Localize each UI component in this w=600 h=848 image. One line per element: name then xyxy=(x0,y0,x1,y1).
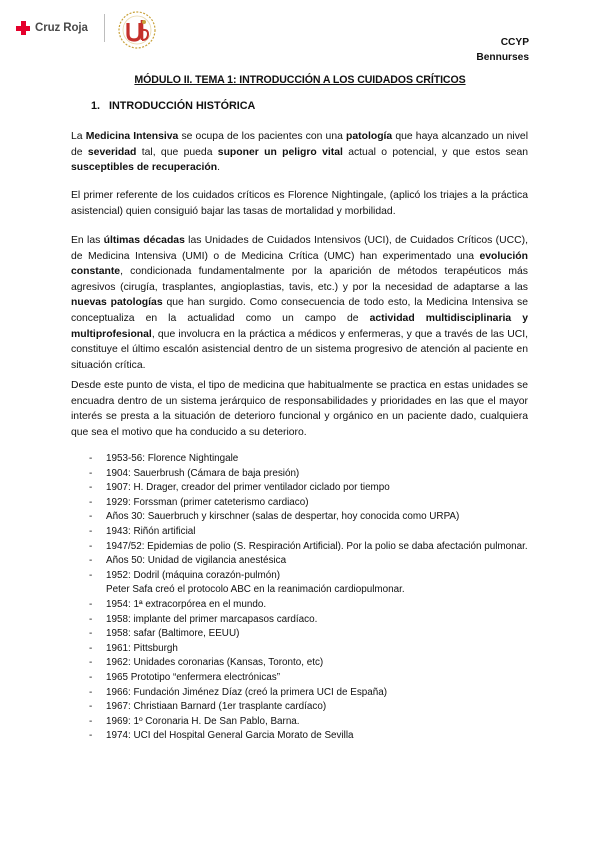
timeline-item: - 1952: Dodril (máquina corazón-pulmón) xyxy=(89,569,529,584)
cruz-roja-logo-text: Cruz Roja xyxy=(35,22,88,34)
timeline-item: - 1907: H. Drager, creador del primer ventilador ciclado por tiempo xyxy=(89,481,529,496)
cruz-roja-logo xyxy=(16,21,88,35)
timeline-list xyxy=(89,452,529,744)
bold-run: nuevas patologías xyxy=(71,297,163,309)
text-run: La xyxy=(71,131,86,142)
bold-run: evolución constante xyxy=(71,250,528,278)
bold-run: susceptibles de recuperación xyxy=(71,162,218,174)
timeline-item: - Años 30: Sauerbruch y kirschner (salas de despertar, hoy conocida como URPA) xyxy=(89,510,529,525)
text-run: tal, que pueda xyxy=(136,146,218,158)
text-run: las Unidades de Cuidados Intensivos (UCI), de Cuidados Críticos (UCC), de Medicina Intensiva (UMI) o de Medicina Crítica (UMC) han experimentado una xyxy=(71,235,528,262)
bold-run: actividad multidisciplinaria y multiprofesional xyxy=(71,312,528,340)
timeline-item: - 1929: Forssman (primer cateterismo cardiaco) xyxy=(89,496,529,511)
paragraph-3 xyxy=(71,233,528,373)
timeline-item: - 1969: 1º Coronaria H. De San Pablo, Barna. xyxy=(89,715,529,730)
section-heading xyxy=(91,100,255,112)
text-run: actual o potencial, y que estos sean xyxy=(342,146,529,158)
bold-run: severidad xyxy=(87,146,137,158)
timeline-item: - 1974: UCI del Hospital General Garcia Morato de Sevilla xyxy=(89,729,529,744)
author: Bennurses xyxy=(476,52,529,63)
text-run: se ocupa de los pacientes con una xyxy=(178,131,347,142)
timeline-item: - 1904: Sauerbrush (Cámara de baja presión) xyxy=(89,467,529,482)
paragraph-4: Desde este punto de vista, el tipo de medicina que habitualmente se practica en estas unidades se encuadra dentro de un sistema jerárquico de responsabilidades y prioridades en las que el mayor interés se presta a la situación de deterioro funcional y orgánico en un paciente dado, cualquiera que sea el motivo que ha conducido a su deterioro. xyxy=(71,380,528,438)
timeline-item: - 1962: Unidades coronarias (Kansas, Toronto, etc) xyxy=(89,656,529,671)
red-cross-icon xyxy=(16,21,30,35)
timeline-item: - 1967: Christiaan Barnard (1er trasplante cardíaco) xyxy=(89,700,529,715)
university-seal-icon xyxy=(117,10,157,50)
text-run: En las xyxy=(71,235,104,246)
timeline-item: - 1943: Riñón artificial xyxy=(89,525,529,540)
document-title: MÓDULO II. TEMA 1: INTRODUCCIÓN A LOS CUIDADOS CRÍTICOS xyxy=(134,74,466,86)
timeline-item: Peter Safa creó el protocolo ABC en la reanimación cardiopulmonar. xyxy=(106,584,405,596)
timeline-item: - 1965 Prototipo “enfermera electrónicas” xyxy=(89,671,529,686)
timeline-item: - 1954: 1ª extracorpórea en el mundo. xyxy=(89,598,529,613)
bold-run: suponer un peligro vital xyxy=(217,146,343,158)
timeline-item: - 1947/52: Epidemias de polio (S. Respiración Artificial). Por la polio se daba afectación pulmonar. xyxy=(89,540,529,555)
section-number: 1. xyxy=(91,100,101,112)
header-info xyxy=(476,35,529,65)
text-run: . xyxy=(217,162,220,174)
bold-run: últimas décadas xyxy=(103,235,185,246)
logo-divider xyxy=(104,14,105,42)
timeline-item: - 1966: Fundación Jiménez Díaz (creó la primera UCI de España) xyxy=(89,686,529,701)
section-title: INTRODUCCIÓN HISTÓRICA xyxy=(109,100,256,112)
paragraph-1 xyxy=(71,129,528,176)
course-code: CCYP xyxy=(500,37,529,48)
timeline-item: - 1961: Pittsburgh xyxy=(89,642,529,657)
paragraph-2: El primer referente de los cuidados críticos es Florence Nightingale, (aplicó los triajes a la práctica asistencial) quien consiguió bajar las tasas de mortalidad y morbilidad. xyxy=(71,190,528,217)
text-run: , condicionada fundamentalmente por la aparición de métodos terapéuticos más agresivos (cirugía, trasplantes, angioplastias, tavis, etc.) y por la necesidad de adaptarse a las xyxy=(71,266,528,293)
timeline-item: - Años 50: Unidad de vigilancia anestésica xyxy=(89,554,529,569)
timeline-item: - 1958: safar (Baltimore, EEUU) xyxy=(89,627,529,642)
timeline-item: - 1958: implante del primer marcapasos cardíaco. xyxy=(89,613,529,628)
text-run: , que involucra en la práctica a médicos y enfermeras, y que a través de las UCI, constituye el último escalón asistencial dentro de un sistema progresivo de atención al paciente en situación crítica. xyxy=(71,328,528,371)
bold-run: Medicina Intensiva xyxy=(85,131,179,142)
bold-run: patología xyxy=(346,131,393,142)
text-run: que han surgido. Como consecuencia de todo esto, la Medicina Intensiva se conceptualiza en la actualidad como un campo de xyxy=(71,297,528,324)
text-run: que haya alcanzado un nivel de xyxy=(71,131,529,158)
timeline-item: - 1953-56: Florence Nightingale xyxy=(89,452,529,467)
